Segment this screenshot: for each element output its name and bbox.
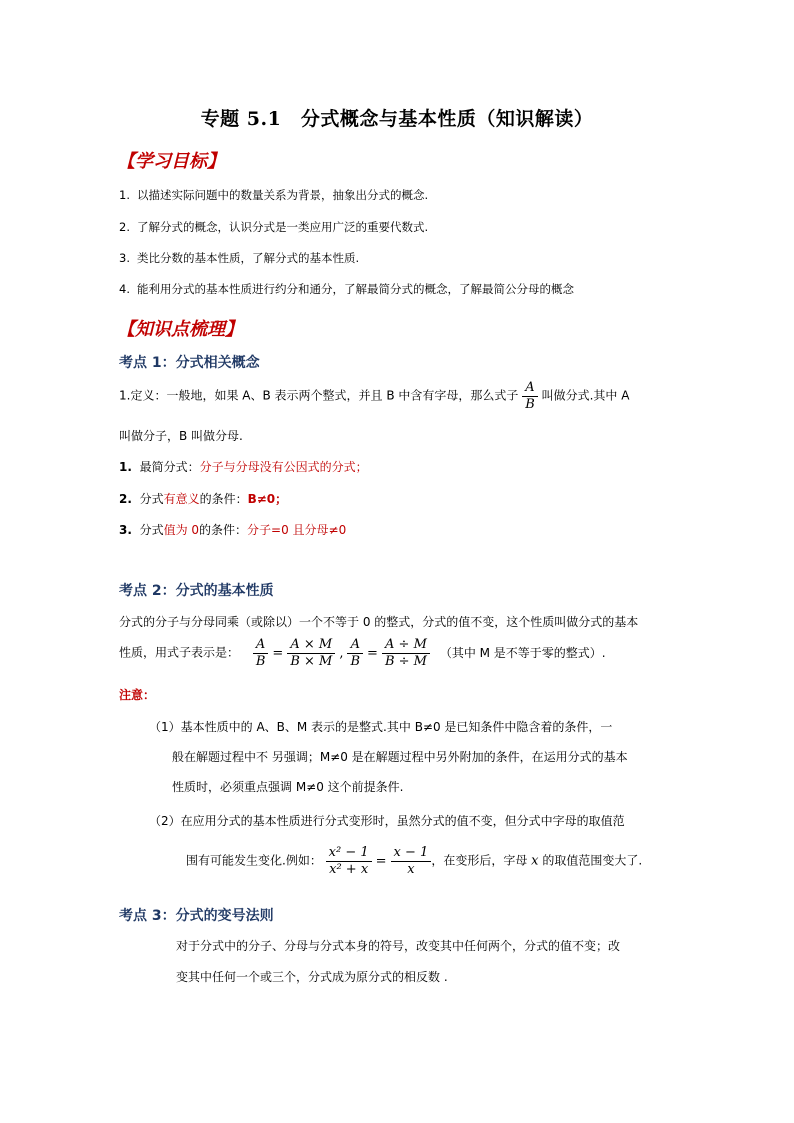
fraction-denominator: x: [407, 861, 415, 877]
item-num: 2.: [119, 492, 132, 506]
goal-text: 类比分数的基本性质，了解分式的基本性质.: [137, 251, 360, 265]
fraction-x2-minus-1: [326, 845, 372, 877]
fraction-numerator: A: [253, 637, 269, 654]
note2-example-line: [186, 845, 642, 877]
fraction-numerator: A ÷ M: [382, 637, 430, 654]
equals-sign: =: [272, 645, 284, 661]
fraction-denominator: x² + x: [329, 861, 369, 877]
note1-line2: 般在解题过程中不 另强调；M≠0 是在解题过程中另外附加的条件，在运用分式的基本: [172, 750, 628, 764]
comma: ,: [339, 645, 344, 661]
goal-item-2: [119, 219, 428, 235]
point1-heading: 考点 1：分式相关概念: [119, 355, 260, 371]
item-value: 分子=0 且分母≠0: [247, 523, 347, 537]
point1-definition: [119, 380, 629, 412]
item-label: 最简分式：: [139, 460, 200, 474]
item-label-highlight: 值为 0: [163, 523, 200, 537]
goal-num: 3.: [119, 251, 130, 265]
fraction-a-over-b: [522, 380, 538, 412]
goal-text: 能利用分式的基本性质进行约分和通分，了解最简分式的概念，了解最简公分母的概念: [137, 282, 574, 296]
goal-num: 2.: [119, 220, 130, 234]
fraction-numerator: x² − 1: [326, 845, 372, 862]
fraction-x-minus-1: [391, 845, 432, 877]
item-value: B≠0；: [247, 492, 288, 506]
fraction-a-over-b: [347, 637, 363, 669]
equals-sign: =: [375, 853, 387, 869]
fraction-numerator: A: [347, 637, 363, 654]
point1-item-simplest: [119, 458, 368, 475]
fraction-a-over-b: [253, 637, 269, 669]
formula-suffix: （其中 M 是不等于零的整式）.: [439, 645, 606, 660]
fraction-divide-m: [382, 637, 430, 669]
section-tag-points: 【知识点梳理】: [117, 319, 243, 340]
goal-item-3: [119, 250, 359, 266]
note1-line3: 性质时，必须重点强调 M≠0 这个前提条件.: [172, 780, 404, 794]
item-label: 分式: [139, 492, 164, 506]
item-label: 的条件：: [199, 492, 248, 506]
point3-line2: 变其中任何一个或三个，分式成为原分式的相反数 .: [176, 970, 448, 984]
page-title: 专题 5.1 分式概念与基本性质（知识解读）: [200, 108, 594, 130]
fraction-denominator: B: [255, 653, 266, 669]
fraction-denominator: B ÷ M: [384, 653, 427, 669]
point1-item-zero: [119, 521, 346, 538]
fraction-denominator: B: [350, 653, 361, 669]
variable-x: x: [531, 853, 539, 869]
goal-item-4: [119, 281, 574, 297]
point1-definition-line2: 叫做分子，B 叫做分母.: [119, 429, 243, 443]
fraction-numerator: A × M: [287, 637, 335, 654]
point2-line1: 分式的分子与分母同乘（或除以）一个不等于 0 的整式，分式的值不变，这个性质叫做分式的基本: [119, 615, 639, 629]
item-num: 3.: [119, 523, 132, 537]
point2-formula-line: [119, 637, 606, 669]
equals-sign: =: [367, 645, 378, 661]
example-suffix: 的取值范围变大了.: [542, 853, 643, 868]
definition-suffix: 叫做分式.其中 A: [541, 388, 630, 403]
note2-line1: （2）在应用分式的基本性质进行分式变形时，虽然分式的值不变，但分式中字母的取值范: [149, 814, 625, 828]
goal-num: 4.: [119, 282, 130, 296]
fraction-times-m: [287, 637, 335, 669]
item-label-highlight: 有意义: [163, 492, 200, 506]
fraction-numerator: x − 1: [391, 845, 432, 862]
example-suffix: ，在变形后，字母: [431, 853, 528, 868]
item-label: 的条件：: [199, 523, 248, 537]
item-num: 1.: [119, 460, 132, 474]
fraction-numerator: A: [522, 380, 538, 397]
fraction-denominator: B: [525, 396, 535, 412]
item-value: 分子与分母没有公因式的分式；: [199, 460, 368, 474]
goal-text: 了解分式的概念，认识分式是一类应用广泛的重要代数式.: [137, 220, 429, 234]
example-prefix: 围有可能发生变化.例如：: [186, 853, 322, 868]
section-tag-goals: 【学习目标】: [117, 151, 225, 172]
fraction-denominator: B × M: [290, 653, 333, 669]
note1-line1: （1）基本性质中的 A、B、M 表示的是整式.其中 B≠0 是已知条件中隐含着的条件，一: [149, 720, 613, 734]
note-label: 注意：: [119, 688, 156, 702]
point3-line1: 对于分式中的分子、分母与分式本身的符号，改变其中任何两个，分式的值不变；改: [176, 939, 621, 953]
goal-num: 1.: [119, 188, 130, 202]
definition-prefix: 1.定义：一般地，如果 A、B 表示两个整式，并且 B 中含有字母，那么式子: [119, 388, 519, 403]
point1-item-meaningful: [119, 490, 287, 507]
item-label: 分式: [139, 523, 164, 537]
goal-text: 以描述实际问题中的数量关系为背景，抽象出分式的概念.: [137, 188, 429, 202]
point2-heading: 考点 2：分式的基本性质: [119, 583, 274, 599]
goal-item-1: [119, 187, 428, 203]
point3-heading: 考点 3：分式的变号法则: [119, 908, 274, 924]
formula-prefix: 性质，用式子表示是：: [119, 645, 240, 660]
